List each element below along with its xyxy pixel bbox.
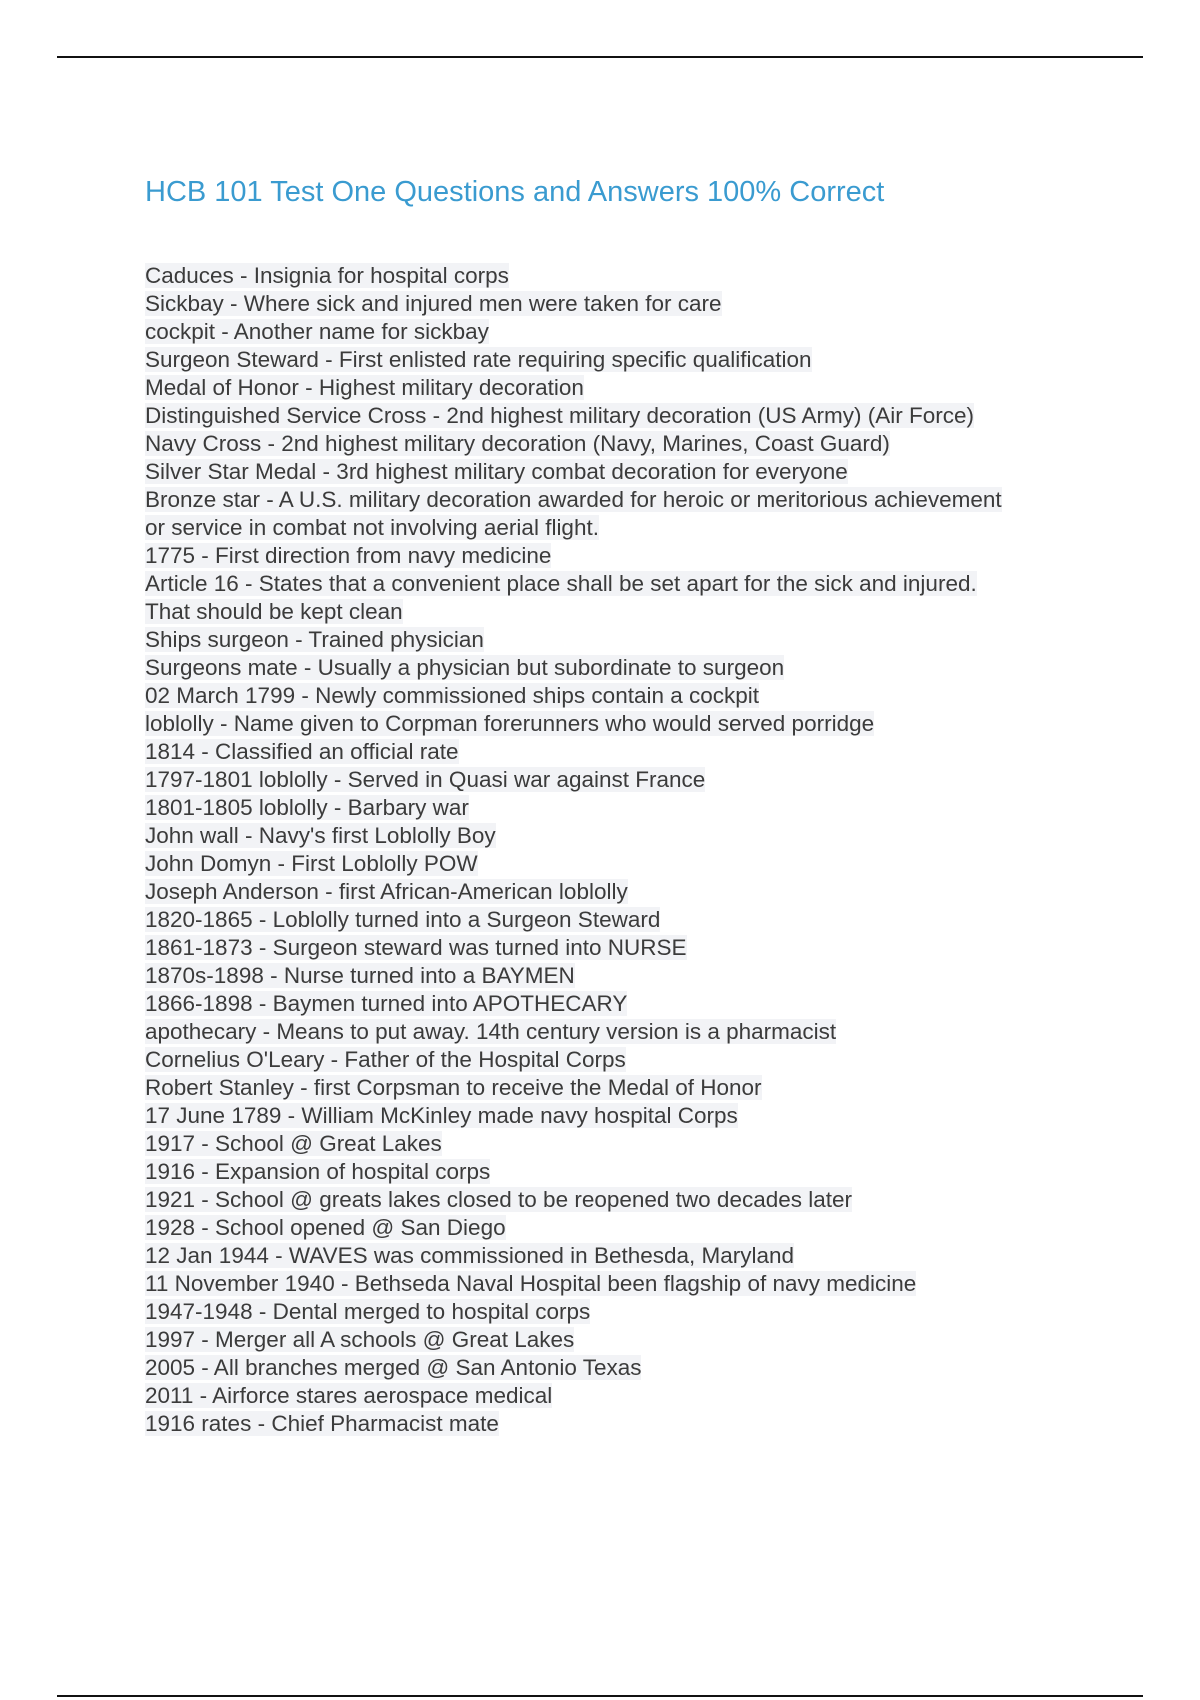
bottom-divider	[57, 1695, 1143, 1697]
list-item	[145, 1102, 1085, 1130]
qa-list	[145, 262, 1085, 1438]
list-item	[145, 570, 1085, 626]
entry-line: 1820-1865 - Loblolly turned into a Surgeon Steward	[145, 907, 661, 932]
list-item	[145, 1046, 1085, 1074]
list-item	[145, 1242, 1085, 1270]
list-item	[145, 374, 1085, 402]
entry-line: 17 June 1789 - William McKinley made navy hospital Corps	[145, 1103, 738, 1128]
entry-line: Joseph Anderson - first African-American loblolly	[145, 879, 628, 904]
entry-line-continuation: or service in combat not involving aerial flight.	[145, 515, 599, 540]
list-item	[145, 682, 1085, 710]
entry-line: 1870s-1898 - Nurse turned into a BAYMEN	[145, 963, 575, 988]
entry-line: 1928 - School opened @ San Diego	[145, 1215, 506, 1240]
entry-line: Silver Star Medal - 3rd highest military combat decoration for everyone	[145, 459, 848, 484]
list-item	[145, 1158, 1085, 1186]
entry-line: 02 March 1799 - Newly commissioned ships contain a cockpit	[145, 683, 760, 708]
entry-line: Article 16 - States that a convenient place shall be set apart for the sick and injured.	[145, 571, 977, 596]
entry-line: 1866-1898 - Baymen turned into APOTHECARY	[145, 991, 628, 1016]
entry-line: 1917 - School @ Great Lakes	[145, 1131, 442, 1156]
entry-line: 1947-1948 - Dental merged to hospital corps	[145, 1299, 591, 1324]
document-title: HCB 101 Test One Questions and Answers 100% Correct	[145, 176, 885, 208]
entry-line: 12 Jan 1944 - WAVES was commissioned in Bethesda, Maryland	[145, 1243, 795, 1268]
entry-line: apothecary - Means to put away. 14th century version is a pharmacist	[145, 1019, 837, 1044]
list-item	[145, 458, 1085, 486]
entry-line: Surgeons mate - Usually a physician but subordinate to surgeon	[145, 655, 785, 680]
list-item	[145, 486, 1085, 542]
list-item	[145, 710, 1085, 738]
list-item	[145, 766, 1085, 794]
list-item	[145, 1298, 1085, 1326]
list-item	[145, 850, 1085, 878]
entry-line: 1775 - First direction from navy medicine	[145, 543, 552, 568]
list-item	[145, 822, 1085, 850]
entry-line: 1921 - School @ greats lakes closed to be reopened two decades later	[145, 1187, 853, 1212]
list-item	[145, 878, 1085, 906]
list-item	[145, 794, 1085, 822]
entry-line: 11 November 1940 - Bethseda Naval Hospital been flagship of navy medicine	[145, 1271, 917, 1296]
list-item	[145, 1214, 1085, 1242]
top-divider	[57, 56, 1143, 58]
list-item	[145, 290, 1085, 318]
list-item	[145, 1130, 1085, 1158]
list-item	[145, 626, 1085, 654]
entry-line: loblolly - Name given to Corpman forerunners who would served porridge	[145, 711, 875, 736]
entry-line: Distinguished Service Cross - 2nd highest military decoration (US Army) (Air Force)	[145, 403, 975, 428]
entry-line: Caduces - Insignia for hospital corps	[145, 263, 509, 288]
entry-line: 1814 - Classified an official rate	[145, 739, 459, 764]
list-item	[145, 1186, 1085, 1214]
list-item	[145, 934, 1085, 962]
list-item	[145, 1382, 1085, 1410]
list-item	[145, 542, 1085, 570]
entry-line: Ships surgeon - Trained physician	[145, 627, 484, 652]
list-item	[145, 318, 1085, 346]
entry-line: Cornelius O'Leary - Father of the Hospital Corps	[145, 1047, 626, 1072]
entry-line: 1861-1873 - Surgeon steward was turned into NURSE	[145, 935, 687, 960]
list-item	[145, 430, 1085, 458]
entry-line: Bronze star - A U.S. military decoration awarded for heroic or meritorious achievement	[145, 487, 1002, 512]
list-item	[145, 402, 1085, 430]
list-item	[145, 262, 1085, 290]
entry-line: 2005 - All branches merged @ San Antonio Texas	[145, 1355, 642, 1380]
list-item	[145, 906, 1085, 934]
entry-line: 1997 - Merger all A schools @ Great Lakes	[145, 1327, 575, 1352]
entry-line: 2011 - Airforce stares aerospace medical	[145, 1383, 553, 1408]
entry-line: 1797-1801 loblolly - Served in Quasi war against France	[145, 767, 706, 792]
list-item	[145, 1354, 1085, 1382]
entry-line: Sickbay - Where sick and injured men were taken for care	[145, 291, 722, 316]
entry-line: 1916 rates - Chief Pharmacist mate	[145, 1411, 499, 1436]
list-item	[145, 1018, 1085, 1046]
list-item	[145, 738, 1085, 766]
entry-line: Robert Stanley - first Corpsman to receive the Medal of Honor	[145, 1075, 762, 1100]
list-item	[145, 654, 1085, 682]
entry-line-continuation: That should be kept clean	[145, 599, 403, 624]
list-item	[145, 1326, 1085, 1354]
list-item	[145, 962, 1085, 990]
entry-line: cockpit - Another name for sickbay	[145, 319, 489, 344]
entry-line: 1801-1805 loblolly - Barbary war	[145, 795, 469, 820]
list-item	[145, 1074, 1085, 1102]
entry-line: 1916 - Expansion of hospital corps	[145, 1159, 491, 1184]
list-item	[145, 990, 1085, 1018]
entry-line: John wall - Navy's first Loblolly Boy	[145, 823, 496, 848]
entry-line: Surgeon Steward - First enlisted rate requiring specific qualification	[145, 347, 812, 372]
entry-line: Navy Cross - 2nd highest military decoration (Navy, Marines, Coast Guard)	[145, 431, 890, 456]
entry-line: John Domyn - First Loblolly POW	[145, 851, 478, 876]
list-item	[145, 1410, 1085, 1438]
list-item	[145, 1270, 1085, 1298]
list-item	[145, 346, 1085, 374]
entry-line: Medal of Honor - Highest military decoration	[145, 375, 584, 400]
